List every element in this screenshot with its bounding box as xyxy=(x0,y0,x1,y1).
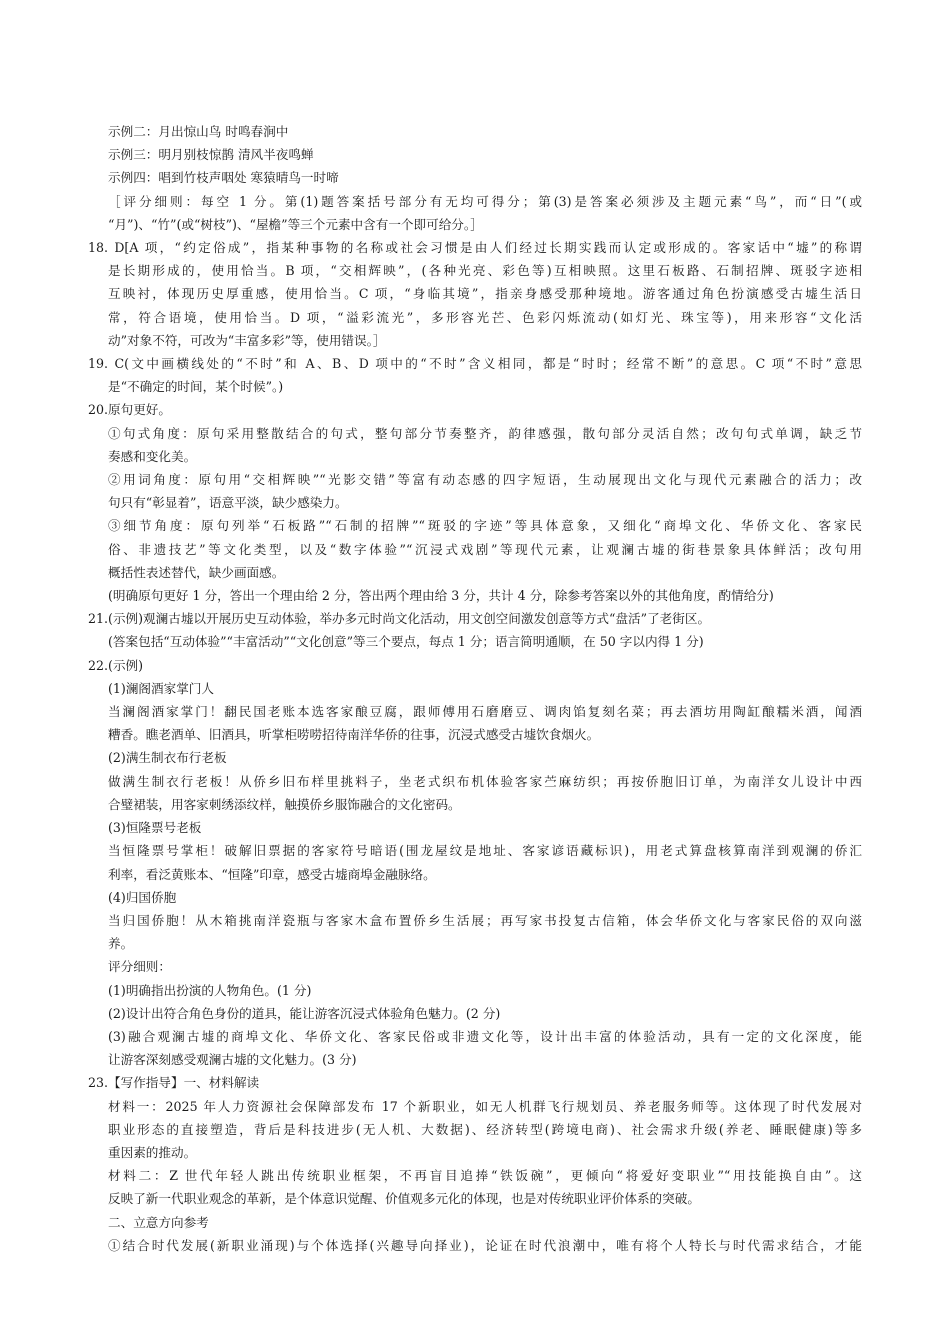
text-line: 21.(示例)观澜古墟以开展历史互动体验，举办多元时尚文化活动，用文创空间激发创意等方式“盘活”了老街区。 xyxy=(88,611,711,627)
text-line: 让游客深刻感受观澜古墟的文化魅力。(3 分) xyxy=(108,1052,357,1068)
text-line: 是“不确定的时间，某个时候”。) xyxy=(108,379,284,395)
text-line: 当归国侨胞！从木箱挑南洋瓷瓶与客家木盒布置侨乡生活展；再写家书投复古信箱，体会华侨文化与客家民俗的双向滋 xyxy=(108,912,862,928)
text-line: ②用词角度：原句用“交相辉映”“光影交错”等富有动态感的四字短语，生动展现出文化与现代元素融合的活力；改 xyxy=(108,472,862,488)
text-line: (答案包括“互动体验”“丰富活动”“文化创意”等三个要点，每点 1 分；语言简明通顺，在 50 字以内得 1 分) xyxy=(108,634,704,650)
text-line: 22.(示例) xyxy=(88,657,144,673)
text-line: 糟香。瞧老酒单、旧酒具，听掌柜唠唠招待南洋华侨的往事，沉浸式感受古墟饮食烟火。 xyxy=(108,727,600,743)
text-line: 职业形态的直接塑造，背后是科技进步(无人机、大数据)、经济转型(跨境电商)、社会需求升级(养老、睡眠健康)等多 xyxy=(108,1121,862,1137)
text-line: 当澜阁酒家掌门！翻民国老账本选客家酿豆腐，跟师傅用石磨磨豆、调肉馅复刻名菜；再去酒坊用陶缸酿糯米酒，闻酒 xyxy=(108,704,862,720)
answer-key-text xyxy=(88,120,862,1257)
text-line: 材料二：Z 世代年轻人跳出传统职业框架，不再盲目追捧“铁饭碗”，更倾向“将爱好变职业”“用技能换自由”。这 xyxy=(108,1168,862,1184)
text-line: 概括性表述替代，缺少画面感。 xyxy=(108,564,285,580)
text-line: (1)明确指出扮演的人物角色。(1 分) xyxy=(108,982,312,998)
text-line: 句只有“彰显着”，语意平淡，缺少感染力。 xyxy=(108,495,348,511)
text-line: 俗、非遗技艺”等文化类型，以及“数字体验”“沉浸式戏剧”等现代元素，让观澜古墟的街巷景象具体鲜活；改句用 xyxy=(108,541,862,557)
text-line: “月”)、“竹”(或“树枝”)、“屋檐”等三个元素中含有一个即可给分。］ xyxy=(108,216,483,232)
text-line: 18. D[A 项，“约定俗成”，指某种事物的名称或社会习惯是由人们经过长期实践而认定或形成的。客家话中“墟”的称谓 xyxy=(88,240,862,256)
text-line: 是长期形成的，使用恰当。B 项，“交相辉映”，(各种光亮、彩色等)互相映照。这里石板路、石制招牌、斑驳字迹相 xyxy=(108,263,862,279)
text-line: ①句式角度：原句采用整散结合的句式，整句部分节奏整齐，韵律感强，散句部分灵活自然；改句句式单调，缺乏节 xyxy=(108,425,862,441)
text-line: 常，符合语境，使用恰当。D 项，“溢彩流光”，多形容光芒、色彩闪烁流动(如灯光、珠宝等)，用来形容“文化活 xyxy=(108,309,862,325)
text-line: 合璧裙装，用客家刺绣添纹样，触摸侨乡服饰融合的文化密码。 xyxy=(108,796,461,812)
text-line: ［评分细则：每空 1 分。第(1)题答案括号部分有无均可得分；第(3)是答案必须涉及主题元素“鸟”，而“日”(或 xyxy=(108,193,862,209)
text-line: 互映衬，体现历史厚重感，使用恰当。C 项，“身临其境”，指亲身感受那种境地。游客通过角色扮演感受古墟生活日 xyxy=(108,286,862,302)
text-line: ①结合时代发展(新职业涌现)与个体选择(兴趣导向择业)，论证在时代浪潮中，唯有将个人特长与时代需求结合，才能 xyxy=(108,1237,862,1253)
text-line: (1)澜阁酒家掌门人 xyxy=(108,680,214,696)
text-line: 23.【写作指导】一、材料解读 xyxy=(88,1075,260,1091)
text-line: (明确原句更好 1 分，答出一个理由给 2 分，答出两个理由给 3 分，共计 4 分，除参考答案以外的其他角度，酌情给分) xyxy=(108,588,774,604)
text-line: 示例二：月出惊山鸟 时鸣春涧中 xyxy=(108,124,289,139)
text-line: 反映了新一代职业观念的革新，是个体意识觉醒、价值观多元化的体现，也是对传统职业评价体系的突破。 xyxy=(108,1191,700,1207)
text-line: 20.原句更好。 xyxy=(88,402,171,418)
text-line: 养。 xyxy=(108,936,134,952)
text-line: (3)恒隆票号老板 xyxy=(108,820,202,836)
text-line: 示例三：明月别枝惊鹊 清风半夜鸣蝉 xyxy=(108,147,314,163)
text-line: ③细节角度：原句列举“石板路”“石制的招牌”“斑驳的字迹”等具体意象，又细化“商埠文化、华侨文化、客家民 xyxy=(108,518,862,534)
text-line: 动”对象不符，可改为“丰富多彩”等，使用错误。］ xyxy=(108,332,386,348)
text-line: 二、立意方向参考 xyxy=(108,1214,209,1230)
text-line: 当恒隆票号掌柜！破解旧票据的客家符号暗语(围龙屋纹是地址、客家谚语藏标识)，用老式算盘核算南洋到观澜的侨汇 xyxy=(108,843,862,859)
text-line: 评分细则： xyxy=(108,959,171,975)
text-line: (4)归国侨胞 xyxy=(108,889,177,905)
text-line: 重因素的推动。 xyxy=(108,1144,197,1160)
text-line: (3)融合观澜古墟的商埠文化、华侨文化、客家民俗或非遗文化等，设计出丰富的体验活动，具有一定的文化深度，能 xyxy=(108,1028,862,1044)
text-line: 奏感和变化美。 xyxy=(108,448,197,464)
text-line: 示例四：唱到竹枝声咽处 寒猿晴鸟一时啼 xyxy=(108,170,339,186)
text-line: 利率，看泛黄账本、“恒隆”印章，感受古墟商埠金融脉络。 xyxy=(108,866,436,882)
text-line: (2)设计出符合角色身份的道具，能让游客沉浸式体验角色魅力。(2 分) xyxy=(108,1005,501,1021)
text-line: 材料一：2025 年人力资源社会保障部发布 17 个新职业，如无人机群飞行规划员、养老服务师等。这体现了时代发展对 xyxy=(108,1098,862,1114)
text-line: 做满生制衣行老板！从侨乡旧布样里挑料子，坐老式织布机体验客家苎麻纺织；再按侨胞旧订单，为南洋女儿设计中西 xyxy=(108,773,862,789)
text-line: 19. C(文中画横线处的“不时”和 A、B、D 项中的“不时”含义相同，都是“时时；经常不断”的意思。C 项“不时”意思 xyxy=(88,356,862,372)
text-line: (2)满生制衣布行老板 xyxy=(108,750,227,766)
